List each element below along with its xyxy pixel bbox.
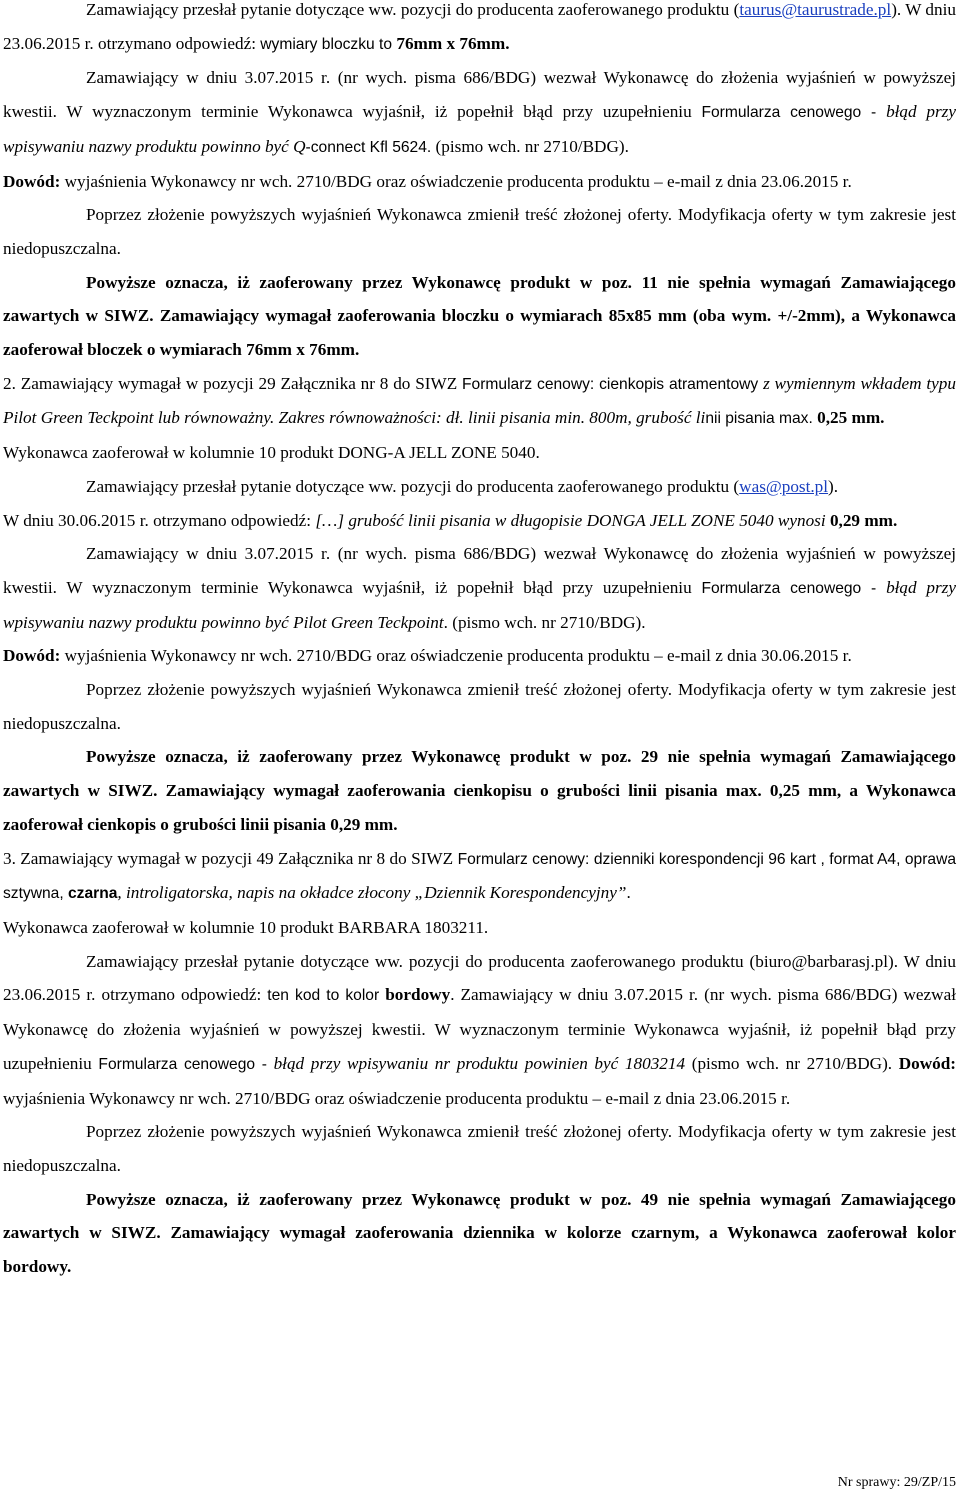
paragraph-modification-2: Poprzez złożenie powyższych wyjaśnień Wykonawca zmienił treść złożonej oferty. Modyfikacja oferty w tym zakresie jest niedopuszczalna. bbox=[3, 680, 956, 733]
text: (pismo wch. nr 2710/BDG). bbox=[431, 136, 629, 156]
answer-text: wymiary bloczku to bbox=[260, 35, 397, 53]
paragraph-requirement-3 bbox=[3, 842, 956, 911]
answer-dimensions: 76mm x 76mm. bbox=[396, 33, 510, 53]
answer-bold: bordowy bbox=[385, 985, 451, 1005]
form-ref: Formularz cenowy: cienkopis atramentowy bbox=[462, 375, 764, 393]
paragraph-modification-1: Poprzez złożenie powyższych wyjaśnień Wykonawca zmienił treść złożonej oferty. Modyfikacja oferty w tym zakresie jest niedopuszczalna. bbox=[3, 205, 956, 258]
paragraph-summons-1 bbox=[3, 61, 956, 164]
text: 3. Zamawiający wymagał w pozycji 49 Załącznika nr 8 do SIWZ bbox=[3, 848, 458, 868]
text: wyjaśnienia Wykonawcy nr wch. 2710/BDG oraz oświadczenie producenta produktu – e-mail z dnia 23.06.2015 r. bbox=[60, 171, 852, 191]
paragraph-conclusion-1 bbox=[3, 266, 956, 367]
text: Zamawiający przesłał pytanie dotyczące ww. pozycji do producenta zaoferowanego produktu (biuro@barbarasj.pl). W dniu 23.06.2015 r. otrzymano odpowiedź: bbox=[3, 951, 956, 1005]
paragraph-requirement-2 bbox=[3, 367, 956, 436]
text: W dniu 30.06.2015 r. otrzymano odpowiedź: bbox=[3, 510, 316, 530]
text: wyjaśnienia Wykonawcy nr wch. 2710/BDG oraz oświadczenie producenta produktu – e-mail z dnia 23.06.2015 r. bbox=[3, 1088, 791, 1108]
paragraph-evidence-1 bbox=[3, 165, 956, 199]
text: ). W dniu 23.06.2015 r. otrzymano odpowiedź: bbox=[3, 0, 956, 53]
italic-text: , introligatorska, napis na okładce złocony „Dziennik Korespondencyjny” bbox=[117, 883, 627, 903]
text: Zamawiający w dniu 3.07.2015 r. (nr wych. pisma 686/BDG) wezwał Wykonawcę do złożenia wyjaśnień w powyższej kwestii. W wyznaczonym terminie Wykonawca wyjaśnił, iż popełnił błąd przy uzupełnieniu bbox=[3, 544, 956, 597]
text: nii pisania max. bbox=[705, 410, 818, 428]
text: (pismo wch. nr 2710/BDG). bbox=[685, 1053, 899, 1073]
paragraph-conclusion-2 bbox=[3, 740, 956, 841]
bold-value: czarna bbox=[68, 885, 118, 903]
form-ref: Formularz cenowy: dzienniki korespondencji 96 kart , format A4, oprawa sztywna, bbox=[3, 850, 957, 903]
italic-text: błąd przy wpisywaniu nazwy produktu powinno być Q bbox=[3, 102, 957, 156]
paragraph-conclusion-3 bbox=[3, 1183, 956, 1284]
document-body bbox=[3, 0, 956, 1284]
evidence-label: Dowód: bbox=[3, 646, 61, 666]
answer-text: ten kod to kolor bbox=[267, 987, 386, 1005]
text: wyjaśnienia Wykonawcy nr wch. 2710/BDG oraz oświadczenie producenta produktu – e-mail z dnia 30.06.2015 r. bbox=[60, 646, 852, 666]
italic-text: […] grubość linii pisania w długopisie DONGA JELL ZONE 5040 wynosi bbox=[315, 510, 830, 530]
text: . Zamawiający w dniu 3.07.2015 r. (nr wych. pisma 686/BDG) wezwał Wykonawcę do złożenia wyjaśnień w powyższej kwestii. W wyznaczonym terminie Wykonawca wyjaśnił, iż popełnił błąd przy uzupełnieniu bbox=[3, 985, 956, 1073]
paragraph-summons-2 bbox=[3, 537, 956, 639]
email-link-was[interactable]: was@post.pl bbox=[739, 476, 829, 496]
conclusion-text: Powyższe oznacza, iż zaoferowany przez Wykonawcę produkt w poz. 49 nie spełnia wymagań Zamawiającego zawartych w SIWZ. Zamawiający wymagał zaoferowania dziennika w kolorze czarnym, a Wykonawca zaoferował kolor bordowy. bbox=[3, 1189, 956, 1277]
bold-value: 0,29 mm. bbox=[829, 510, 898, 530]
product-name: -connect Kfl 5624. bbox=[305, 138, 432, 156]
email-link-taurus[interactable]: taurus@taurustrade.pl bbox=[739, 0, 892, 19]
form-ref: Formularza cenowego - bbox=[701, 579, 887, 597]
footer-case-number: Nr sprawy: 29/ZP/15 bbox=[837, 1475, 956, 1490]
evidence-label: Dowód: bbox=[3, 171, 61, 191]
text: Zamawiający przesłał pytanie dotyczące ww. pozycji do producenta zaoferowanego produktu ( bbox=[86, 476, 740, 496]
text: . bbox=[626, 883, 631, 903]
text: ). bbox=[828, 476, 839, 496]
paragraph-evidence-2 bbox=[3, 639, 956, 673]
form-ref: Formularza cenowego - bbox=[701, 104, 887, 122]
text: 2. Zamawiający wymagał w pozycji 29 Załącznika nr 8 do SIWZ bbox=[3, 373, 463, 393]
paragraph-offer-3: Wykonawca zaoferował w kolumnie 10 produkt BARBARA 1803211. bbox=[3, 917, 489, 937]
conclusion-text: Powyższe oznacza, iż zaoferowany przez Wykonawcę produkt w poz. 11 nie spełnia wymagań Zamawiającego zawartych w SIWZ. Zamawiający wymagał zaoferowania bloczku o wymiarach 85x85 mm (oba wym. +/-2mm), a Wykonawca zaoferował bloczek o wymiarach 76mm x 76mm. bbox=[3, 272, 956, 360]
italic-text: błąd przy wpisywaniu nazwy produktu powinno być Pilot Green Teckpoint bbox=[3, 577, 957, 632]
paragraph-question-3 bbox=[3, 945, 956, 1116]
evidence-label: Dowód: bbox=[898, 1053, 957, 1073]
paragraph-question-2 bbox=[3, 470, 956, 504]
paragraph-modification-3: Poprzez złożenie powyższych wyjaśnień Wykonawca zmienił treść złożonej oferty. Modyfikacja oferty w tym zakresie jest niedopuszczalna. bbox=[3, 1122, 956, 1175]
text: Zamawiający w dniu 3.07.2015 r. (nr wych. pisma 686/BDG) wezwał Wykonawcę do złożenia wyjaśnień w powyższej kwestii. W wyznaczonym terminie Wykonawca wyjaśnił, iż popełnił błąd przy uzupełnieniu bbox=[3, 68, 956, 122]
paragraph-answer-2 bbox=[3, 504, 956, 538]
conclusion-text: Powyższe oznacza, iż zaoferowany przez Wykonawcę produkt w poz. 29 nie spełnia wymagań Zamawiającego zawartych w SIWZ. Zamawiający wymagał zaoferowania cienkopisu o grubości linii pisania max. 0,25 mm, a Wykonawca zaoferował cienkopis o grubości linii pisania 0,29 mm. bbox=[3, 747, 956, 834]
bold-value: 0,25 mm. bbox=[817, 408, 885, 428]
form-ref: Formularza cenowego - bbox=[98, 1055, 274, 1073]
italic-text: błąd przy wpisywaniu nr produktu powinien być 1803214 bbox=[273, 1053, 686, 1073]
text: . (pismo wch. nr 2710/BDG). bbox=[443, 612, 646, 632]
paragraph-offer-2: Wykonawca zaoferował w kolumnie 10 produkt DONG-A JELL ZONE 5040. bbox=[3, 443, 540, 463]
italic-text: z wymiennym wkładem typu Pilot Green Teckpoint lub równoważny. Zakres równoważności: dł. linii pisania min. 800m, grubość li bbox=[3, 373, 956, 428]
text: Zamawiający przesłał pytanie dotyczące ww. pozycji do producenta zaoferowanego produktu ( bbox=[86, 0, 740, 19]
paragraph-question-1 bbox=[3, 0, 956, 61]
